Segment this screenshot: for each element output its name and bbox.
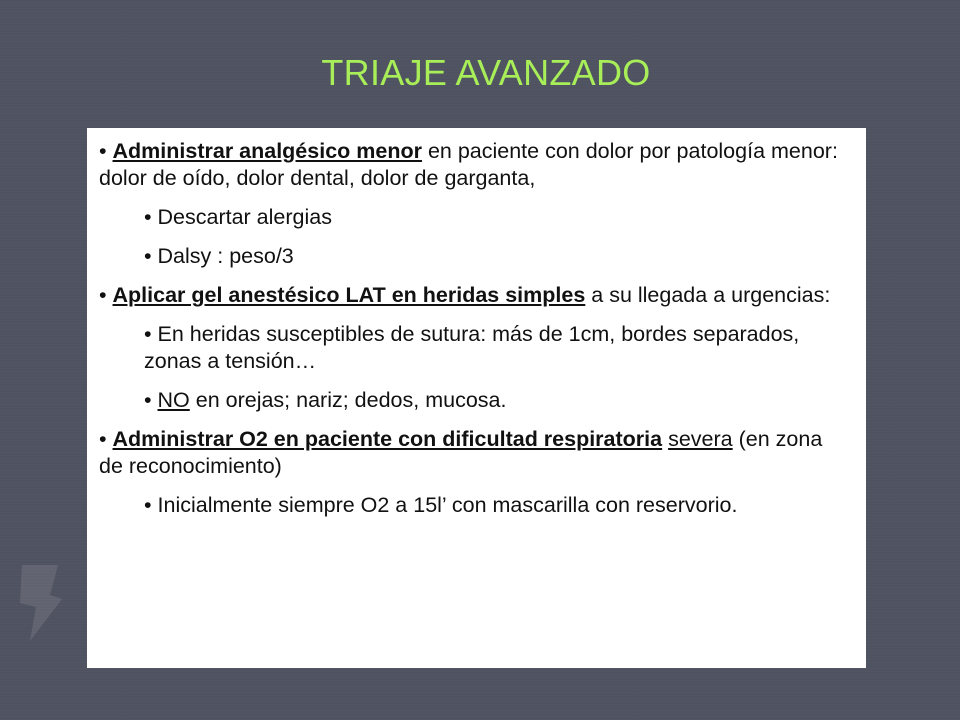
subitem-text-oxygen-mask: Inicialmente siempre O2 a 15l’ con mascarilla con reservorio. <box>157 493 738 517</box>
subitem-text-allergies: Descartar alergias <box>157 205 332 229</box>
slide-title: TRIAJE AVANZADO <box>321 52 651 93</box>
bullet-marker: • <box>144 493 152 517</box>
bullet-marker: • <box>99 139 107 163</box>
subitem-text-exclusions: en orejas; nariz; dedos, mucosa. <box>189 388 507 412</box>
subitem-text-suture-wounds: En heridas susceptibles de sutura: más de 1cm, bordes separados, zonas a tensión… <box>144 322 800 373</box>
bullet-marker: • <box>144 322 152 346</box>
item-text-oxygen: (en zona de reconocimiento) <box>99 427 823 478</box>
item-emphasis-severa: severa <box>668 427 733 451</box>
background-watermark-icon <box>10 555 70 645</box>
bullet-marker: • <box>144 244 152 268</box>
item-text-analgesic: en paciente con dolor por patología menor: dolor de oído, dolor dental, dolor de garganta, <box>99 139 838 190</box>
bullet-marker: • <box>99 283 107 307</box>
subitem-oxygen-mask <box>99 492 852 519</box>
bullet-item-lat-gel <box>99 282 852 309</box>
subitem-emphasis-no: NO <box>157 388 190 412</box>
subitem-allergies <box>99 204 852 231</box>
item-emphasis-lat-gel: Aplicar gel anestésico LAT en heridas simples <box>112 283 586 307</box>
subitem-dalsy <box>99 243 852 270</box>
content-box <box>87 128 866 668</box>
subitem-suture-wounds <box>99 321 852 375</box>
bullet-item-analgesic <box>99 138 852 192</box>
subitem-text-dalsy: Dalsy : peso/3 <box>157 244 294 268</box>
bullet-item-oxygen <box>99 426 852 480</box>
item-emphasis-oxygen: Administrar O2 en paciente con dificultad respiratoria <box>112 427 663 451</box>
item-text-lat-gel: a su llegada a urgencias: <box>585 283 831 307</box>
bullet-marker: • <box>144 388 152 412</box>
item-emphasis-analgesic: Administrar analgésico menor <box>112 139 422 163</box>
bullet-marker: • <box>99 427 107 451</box>
bullet-marker: • <box>144 205 152 229</box>
subitem-exclusions <box>99 387 852 414</box>
